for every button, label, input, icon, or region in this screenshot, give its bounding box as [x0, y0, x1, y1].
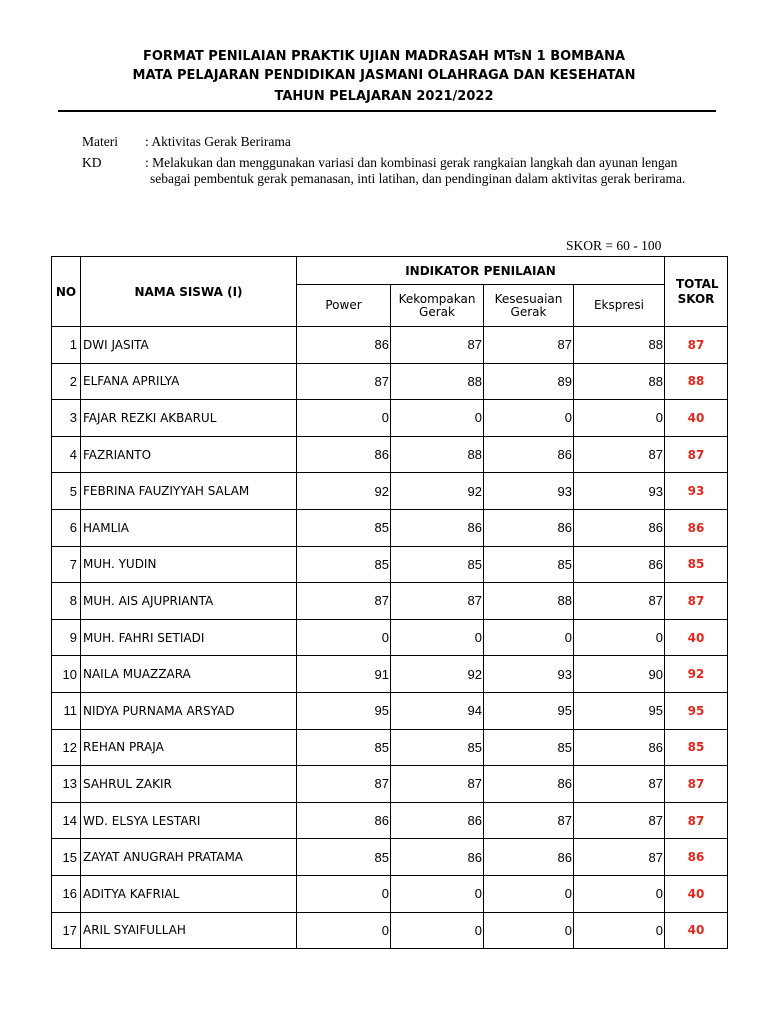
score-ekspresi: 93: [574, 473, 665, 510]
table-row: [52, 509, 728, 546]
score-kesesuaian: 85: [484, 546, 574, 583]
kd-value-text: : Melakukan dan menggunakan variasi dan kombinasi gerak rangkaian langkah dan ayunan lengan sebagai pembentuk gerak pemanasan, inti latihan, dan pendinginan dalam aktivitas gerak berirama.: [145, 155, 686, 186]
row-number: 16: [52, 875, 81, 912]
score-kesesuaian: 0: [484, 875, 574, 912]
score-kekompakan: 0: [391, 619, 484, 656]
row-number: 11: [52, 692, 81, 729]
student-name: HAMLIA: [81, 509, 297, 546]
score-power: 86: [297, 802, 391, 839]
score-kesesuaian: 87: [484, 327, 574, 364]
score-power: 87: [297, 583, 391, 620]
materi-label: Materi: [82, 134, 118, 149]
score-kekompakan: 92: [391, 473, 484, 510]
score-power: 86: [297, 436, 391, 473]
student-name: ELFANA APRILYA: [81, 363, 297, 400]
total-score: 85: [665, 729, 728, 766]
score-power: 87: [297, 363, 391, 400]
score-power: 91: [297, 656, 391, 693]
kd-value: [145, 155, 705, 187]
row-number: 2: [52, 363, 81, 400]
table-row: [52, 766, 728, 803]
kd-label: KD: [82, 155, 102, 170]
student-name: NIDYA PURNAMA ARSYAD: [81, 692, 297, 729]
score-power: 86: [297, 327, 391, 364]
student-name: FEBRINA FAUZIYYAH SALAM: [81, 473, 297, 510]
row-number: 7: [52, 546, 81, 583]
student-name: DWI JASITA: [81, 327, 297, 364]
col-header-kesesuaian-label: Kesesuaian Gerak: [494, 291, 563, 319]
score-power: 95: [297, 692, 391, 729]
table-row: [52, 400, 728, 437]
table-row: [52, 327, 728, 364]
total-score: 86: [665, 509, 728, 546]
score-ekspresi: 95: [574, 692, 665, 729]
row-number: 5: [52, 473, 81, 510]
table-body: [52, 327, 728, 949]
row-number: 6: [52, 509, 81, 546]
score-kesesuaian: 87: [484, 802, 574, 839]
score-power: 87: [297, 766, 391, 803]
score-ekspresi: 88: [574, 363, 665, 400]
col-header-kekompakan: [391, 285, 484, 327]
score-kekompakan: 86: [391, 839, 484, 876]
score-kesesuaian: 85: [484, 729, 574, 766]
score-kekompakan: 0: [391, 400, 484, 437]
score-ekspresi: 87: [574, 802, 665, 839]
score-kekompakan: 85: [391, 546, 484, 583]
total-score: 40: [665, 400, 728, 437]
col-header-total: [665, 257, 728, 327]
score-kesesuaian: 95: [484, 692, 574, 729]
col-header-kesesuaian: [484, 285, 574, 327]
row-number: 4: [52, 436, 81, 473]
total-score: 87: [665, 802, 728, 839]
table-row: [52, 583, 728, 620]
student-name: MUH. FAHRI SETIADI: [81, 619, 297, 656]
score-kekompakan: 92: [391, 656, 484, 693]
total-score: 87: [665, 766, 728, 803]
row-number: 8: [52, 583, 81, 620]
score-power: 0: [297, 400, 391, 437]
total-score: 87: [665, 583, 728, 620]
table-row: [52, 729, 728, 766]
score-kesesuaian: 0: [484, 619, 574, 656]
score-ekspresi: 87: [574, 766, 665, 803]
total-score: 85: [665, 546, 728, 583]
assessment-table: [51, 256, 728, 949]
row-number: 14: [52, 802, 81, 839]
table-row: [52, 363, 728, 400]
total-score: 88: [665, 363, 728, 400]
student-name: ZAYAT ANUGRAH PRATAMA: [81, 839, 297, 876]
skor-range: SKOR = 60 - 100: [566, 238, 662, 253]
student-name: FAJAR REZKI AKBARUL: [81, 400, 297, 437]
row-number: 17: [52, 912, 81, 949]
score-kekompakan: 88: [391, 363, 484, 400]
score-ekspresi: 88: [574, 327, 665, 364]
header-divider: [58, 110, 716, 112]
table-row: [52, 692, 728, 729]
row-number: 1: [52, 327, 81, 364]
row-number: 3: [52, 400, 81, 437]
score-power: 0: [297, 912, 391, 949]
score-power: 85: [297, 509, 391, 546]
student-name: ARIL SYAIFULLAH: [81, 912, 297, 949]
row-number: 12: [52, 729, 81, 766]
score-kekompakan: 86: [391, 802, 484, 839]
score-kesesuaian: 0: [484, 400, 574, 437]
col-header-ekspresi: Ekspresi: [574, 285, 665, 327]
score-kekompakan: 0: [391, 875, 484, 912]
table-row: [52, 875, 728, 912]
score-power: 85: [297, 546, 391, 583]
score-kekompakan: 85: [391, 729, 484, 766]
col-header-no: NO: [52, 257, 81, 327]
score-kesesuaian: 86: [484, 436, 574, 473]
score-kesesuaian: 0: [484, 912, 574, 949]
score-ekspresi: 0: [574, 400, 665, 437]
table-row: [52, 436, 728, 473]
score-power: 0: [297, 875, 391, 912]
score-ekspresi: 0: [574, 912, 665, 949]
score-kekompakan: 86: [391, 509, 484, 546]
col-header-total-label: TOTAL SKOR: [676, 276, 719, 306]
student-name: FAZRIANTO: [81, 436, 297, 473]
score-kekompakan: 87: [391, 583, 484, 620]
total-score: 40: [665, 619, 728, 656]
title-line-2: MATA PELAJARAN PENDIDIKAN JASMANI OLAHRAGA DAN KESEHATAN: [132, 68, 636, 83]
col-header-name: NAMA SISWA (I): [81, 257, 297, 327]
student-name: MUH. YUDIN: [81, 546, 297, 583]
row-number: 15: [52, 839, 81, 876]
score-kekompakan: 87: [391, 766, 484, 803]
col-header-indikator: INDIKATOR PENILAIAN: [297, 257, 665, 285]
score-power: 85: [297, 839, 391, 876]
score-kekompakan: 94: [391, 692, 484, 729]
score-kekompakan: 88: [391, 436, 484, 473]
col-header-kekompakan-label: Kekompakan Gerak: [398, 291, 476, 319]
title-line-3: TAHUN PELAJARAN 2021/2022: [274, 89, 494, 104]
total-score: 95: [665, 692, 728, 729]
score-kesesuaian: 93: [484, 473, 574, 510]
student-name: WD. ELSYA LESTARI: [81, 802, 297, 839]
score-ekspresi: 86: [574, 509, 665, 546]
score-kesesuaian: 89: [484, 363, 574, 400]
row-number: 10: [52, 656, 81, 693]
col-header-power: Power: [297, 285, 391, 327]
student-name: NAILA MUAZZARA: [81, 656, 297, 693]
total-score: 92: [665, 656, 728, 693]
score-kesesuaian: 93: [484, 656, 574, 693]
row-number: 9: [52, 619, 81, 656]
student-name: SAHRUL ZAKIR: [81, 766, 297, 803]
score-ekspresi: 87: [574, 583, 665, 620]
row-number: 13: [52, 766, 81, 803]
student-name: MUH. AIS AJUPRIANTA: [81, 583, 297, 620]
score-power: 85: [297, 729, 391, 766]
total-score: 87: [665, 327, 728, 364]
table-row: [52, 473, 728, 510]
score-ekspresi: 0: [574, 619, 665, 656]
title-line-1: FORMAT PENILAIAN PRAKTIK UJIAN MADRASAH MTsN 1 BOMBANA: [142, 49, 626, 64]
score-power: 0: [297, 619, 391, 656]
score-kesesuaian: 86: [484, 509, 574, 546]
total-score: 40: [665, 912, 728, 949]
total-score: 40: [665, 875, 728, 912]
table-row: [52, 619, 728, 656]
student-name: ADITYA KAFRIAL: [81, 875, 297, 912]
score-ekspresi: 86: [574, 546, 665, 583]
table-row: [52, 546, 728, 583]
materi-value: : Aktivitas Gerak Berirama: [145, 134, 291, 149]
score-power: 92: [297, 473, 391, 510]
score-kekompakan: 0: [391, 912, 484, 949]
total-score: 93: [665, 473, 728, 510]
score-ekspresi: 87: [574, 839, 665, 876]
total-score: 86: [665, 839, 728, 876]
score-ekspresi: 87: [574, 436, 665, 473]
student-name: REHAN PRAJA: [81, 729, 297, 766]
score-kesesuaian: 86: [484, 766, 574, 803]
score-kekompakan: 87: [391, 327, 484, 364]
table-row: [52, 802, 728, 839]
score-kesesuaian: 88: [484, 583, 574, 620]
score-ekspresi: 90: [574, 656, 665, 693]
table-row: [52, 839, 728, 876]
total-score: 87: [665, 436, 728, 473]
score-ekspresi: 0: [574, 875, 665, 912]
table-row: [52, 656, 728, 693]
score-ekspresi: 86: [574, 729, 665, 766]
table-row: [52, 912, 728, 949]
score-kesesuaian: 86: [484, 839, 574, 876]
